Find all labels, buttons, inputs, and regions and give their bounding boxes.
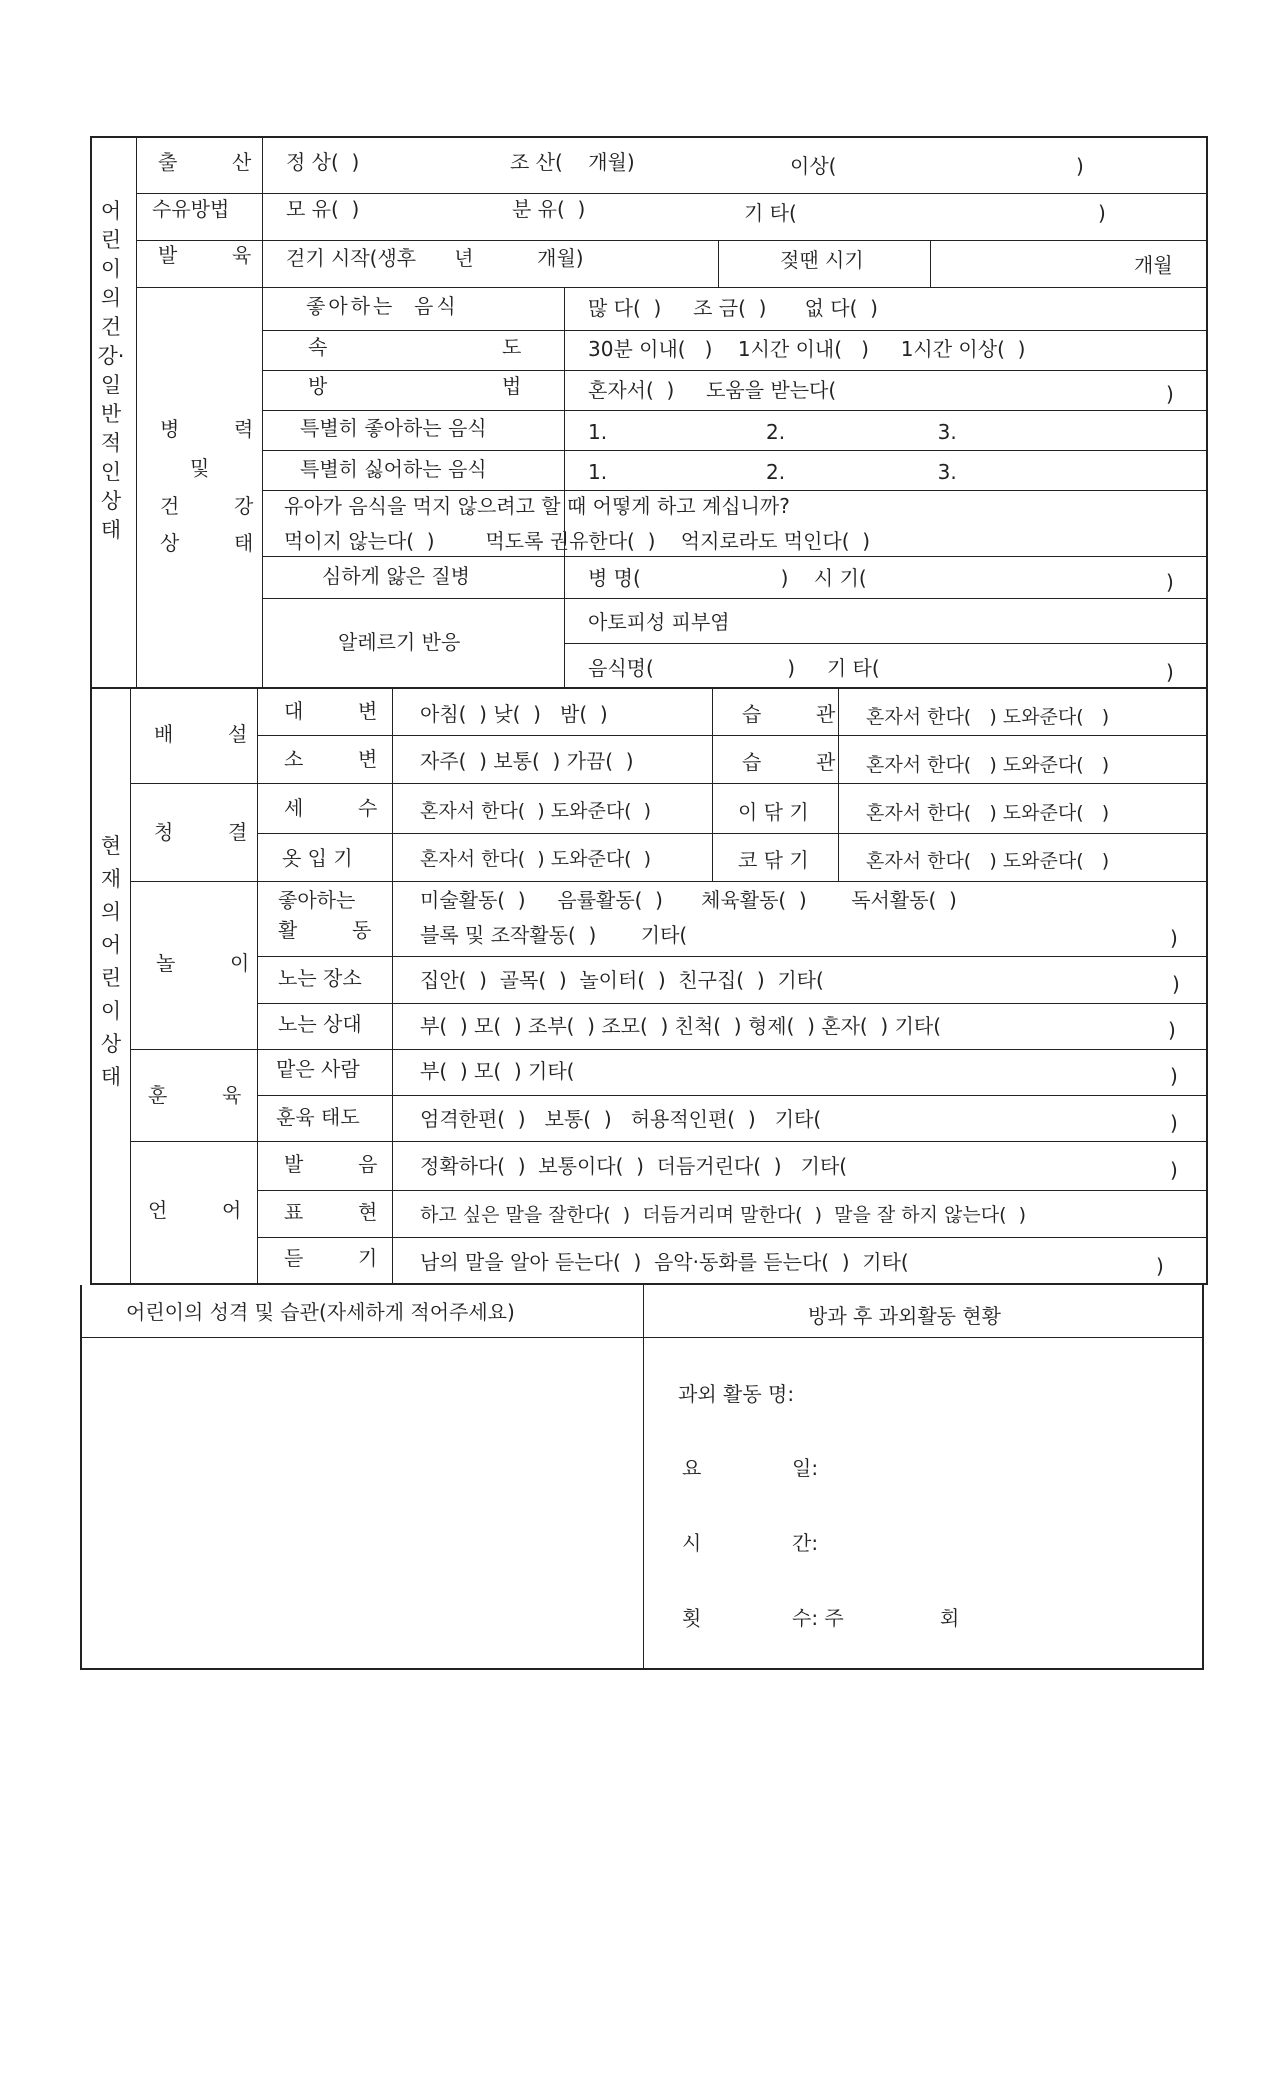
illness-label-4: 상 태 xyxy=(160,531,268,555)
play-label: 놀 이 xyxy=(156,951,264,975)
urine-habit-label: 습 관 xyxy=(742,750,850,774)
sub-label-column-divider xyxy=(564,287,565,689)
row-line xyxy=(130,881,1208,882)
birth-label: 출 산 xyxy=(158,150,266,174)
disease-label: 심하게 앓은 질병 xyxy=(322,564,470,588)
play-partner-label: 노는 상대 xyxy=(278,1012,362,1036)
fav-activity-close: ) xyxy=(1170,926,1178,950)
section-divider xyxy=(136,136,137,689)
discipline-attitude-value: 엄격한편( ) 보통( ) 허용적인편( ) 기타( xyxy=(420,1107,822,1131)
row-line xyxy=(130,1141,1208,1142)
fav-activity-label-2: 활 동 xyxy=(278,918,386,942)
label-column-divider xyxy=(257,689,258,1285)
hygiene-label: 청 결 xyxy=(154,820,262,844)
personality-title: 어린이의 성격 및 습관(자세하게 적어주세요) xyxy=(126,1300,515,1324)
play-place-value: 집안( ) 골목( ) 놀이터( ) 친구집( ) 기타( xyxy=(420,968,824,992)
hearing-value: 남의 말을 알아 듣는다( ) 음악·동화를 듣는다( ) 기타( xyxy=(420,1250,909,1274)
birth-premature: 조 산( 개월) xyxy=(510,150,635,174)
birth-normal: 정 상( ) xyxy=(286,150,360,174)
pronunciation-label: 발 음 xyxy=(284,1152,392,1176)
feeding-other: 기 타( xyxy=(744,201,797,225)
sub-label-column-divider xyxy=(392,689,393,1285)
growth-label: 발 육 xyxy=(158,243,266,267)
like-food-value: 1. 2. 3. xyxy=(588,420,957,444)
allergy-label: 알레르기 반응 xyxy=(338,630,461,654)
discipline-person-close: ) xyxy=(1170,1064,1178,1088)
method-close: ) xyxy=(1166,382,1174,406)
row-line xyxy=(136,193,1208,194)
feeding-formula: 분 유( ) xyxy=(512,197,586,221)
bottom-section xyxy=(80,1285,1204,1670)
urine-label: 소 변 xyxy=(284,747,392,771)
speed-label: 속 xyxy=(308,335,328,359)
row-line xyxy=(257,956,1208,957)
count-label-2: 수: 주 xyxy=(792,1606,844,1630)
col-line xyxy=(718,240,719,287)
time-label: 시 xyxy=(682,1531,702,1555)
urine-value: 자주( ) 보통( ) 가끔( ) xyxy=(420,749,634,773)
allergy-food: 음식명( ) 기 타( xyxy=(588,656,880,680)
weaning-unit: 개월 xyxy=(1134,253,1173,277)
discipline-person-label: 맡은 사람 xyxy=(276,1057,360,1081)
wash-value: 혼자서 한다( ) 도와준다( ) xyxy=(420,800,652,822)
time-label-2: 간: xyxy=(792,1531,819,1555)
discipline-label: 훈 육 xyxy=(148,1083,256,1107)
birth-abnormal-close: ) xyxy=(1076,154,1084,178)
row-line xyxy=(564,643,1208,644)
day-label-2: 일: xyxy=(792,1456,819,1480)
illness-label-1: 병 력 xyxy=(160,417,268,441)
row-line xyxy=(130,783,1208,784)
method-value: 혼자서( ) 도움을 받는다( xyxy=(588,378,837,402)
row-line xyxy=(262,410,1208,411)
birth-abnormal: 이상( xyxy=(790,154,837,178)
row-line xyxy=(257,833,1208,834)
teeth-label: 이 닦 기 xyxy=(738,800,809,824)
count-unit: 회 xyxy=(940,1606,960,1630)
row-line xyxy=(257,1190,1208,1191)
disease-close: ) xyxy=(1166,570,1174,594)
bottom-column-divider xyxy=(643,1285,644,1670)
growth-walking: 걷기 시작(생후 년 개월) xyxy=(286,246,584,270)
pronunciation-close: ) xyxy=(1170,1158,1178,1182)
row-line xyxy=(262,370,1208,371)
stool-value: 아침( ) 낮( ) 밤( ) xyxy=(420,702,608,726)
hearing-close: ) xyxy=(1156,1254,1164,1278)
speed-value: 30분 이내( ) 1시간 이내( ) 1시간 이상( ) xyxy=(588,337,1026,361)
disease-value: 병 명( ) 시 기( xyxy=(588,566,867,590)
health-section-title: 어린이의 건강·일반적인상태 xyxy=(97,199,125,542)
activity-name-label: 과외 활동 명: xyxy=(678,1382,795,1406)
label-column-divider xyxy=(262,136,263,689)
wash-label: 세 수 xyxy=(284,796,392,820)
row-line xyxy=(262,598,1208,599)
current-section-title: 현재의 어린이상태 xyxy=(100,834,122,1089)
bottom-header-line xyxy=(80,1337,1204,1338)
feeding-other-close: ) xyxy=(1098,201,1106,225)
nose-value: 혼자서 한다( ) 도와준다( ) xyxy=(866,850,1110,872)
speed-label-2: 도 xyxy=(502,335,522,359)
dress-label: 옷 입 기 xyxy=(282,846,353,870)
method-label: 방 xyxy=(308,374,328,398)
discipline-attitude-label: 훈육 태도 xyxy=(276,1105,360,1129)
play-partner-close: ) xyxy=(1168,1018,1176,1042)
pronunciation-value: 정확하다( ) 보통이다( ) 더듬거린다( ) 기타( xyxy=(420,1154,848,1178)
weaning-label: 젖땐 시기 xyxy=(780,248,864,272)
play-partner-value: 부( ) 모( ) 조부( ) 조모( ) 친척( ) 형제( ) 혼자( ) 기타( xyxy=(420,1014,942,1038)
expression-value: 하고 싶은 말을 잘한다( ) 더듬거리며 말한다( ) 말을 잘 하지 않는다( ) xyxy=(420,1204,1026,1226)
row-line xyxy=(136,240,1208,241)
refuse-question: 유아가 음식을 먹지 않으려고 할 때 어떻게 하고 계십니까? xyxy=(284,494,790,518)
fav-activity-value-2: 블록 및 조작활동( ) 기타( xyxy=(420,923,688,947)
nose-label: 코 닦 기 xyxy=(738,848,809,872)
excretion-label: 배 설 xyxy=(154,722,262,746)
fav-activity-label-1: 좋아하는 xyxy=(278,888,356,912)
expression-label: 표 현 xyxy=(284,1200,392,1224)
play-place-label: 노는 장소 xyxy=(278,966,362,990)
fav-food-label: 좋아하는 음식 xyxy=(306,294,459,318)
illness-label-3: 건 강 xyxy=(160,494,268,518)
row-line xyxy=(262,490,1208,491)
fav-activity-value-1: 미술활동( ) 음률활동( ) 체육활동( ) 독서활동( ) xyxy=(420,888,957,912)
row-line xyxy=(257,1003,1208,1004)
feeding-label: 수유방법 xyxy=(152,197,230,221)
stool-label: 대 변 xyxy=(284,699,392,723)
stool-habit-value: 혼자서 한다( ) 도와준다( ) xyxy=(866,706,1110,728)
row-line xyxy=(130,1049,1208,1050)
row-line xyxy=(136,287,1208,288)
feeding-breast: 모 유( ) xyxy=(286,197,360,221)
row-line xyxy=(257,1237,1208,1238)
row-line xyxy=(262,330,1208,331)
refuse-options: 먹이지 않는다( ) 먹도록 권유한다( ) 억지로라도 먹인다( ) xyxy=(284,529,871,553)
count-label: 횟 xyxy=(682,1606,702,1630)
stool-habit-label: 습 관 xyxy=(742,702,850,726)
row-line xyxy=(262,556,1208,557)
dislike-food-value: 1. 2. 3. xyxy=(588,460,957,484)
like-food-label: 특별히 좋아하는 음식 xyxy=(300,416,487,440)
allergy-close: ) xyxy=(1166,660,1174,684)
method-label-2: 법 xyxy=(502,374,522,398)
hearing-label: 듣 기 xyxy=(284,1246,392,1270)
fav-food-value: 많 다( ) 조 금( ) 없 다( ) xyxy=(588,296,878,320)
habit-divider xyxy=(712,689,713,881)
day-label: 요 xyxy=(682,1456,702,1480)
teeth-value: 혼자서 한다( ) 도와준다( ) xyxy=(866,802,1110,824)
row-line xyxy=(257,735,1208,736)
dislike-food-label: 특별히 싫어하는 음식 xyxy=(300,457,487,481)
language-label: 언 어 xyxy=(148,1198,256,1222)
play-place-close: ) xyxy=(1172,972,1180,996)
health-section xyxy=(90,136,1208,689)
row-line xyxy=(257,1095,1208,1096)
illness-label-2: 및 xyxy=(190,456,210,480)
allergy-atopy: 아토피성 피부염 xyxy=(588,610,730,634)
afterschool-title: 방과 후 과외활동 현황 xyxy=(808,1304,1001,1328)
section-divider xyxy=(130,689,131,1285)
row-line xyxy=(262,450,1208,451)
dress-value: 혼자서 한다( ) 도와준다( ) xyxy=(420,848,652,870)
discipline-person-value: 부( ) 모( ) 기타( xyxy=(420,1059,575,1083)
col-line xyxy=(930,240,931,287)
discipline-attitude-close: ) xyxy=(1170,1111,1178,1135)
urine-habit-value: 혼자서 한다( ) 도와준다( ) xyxy=(866,754,1110,776)
